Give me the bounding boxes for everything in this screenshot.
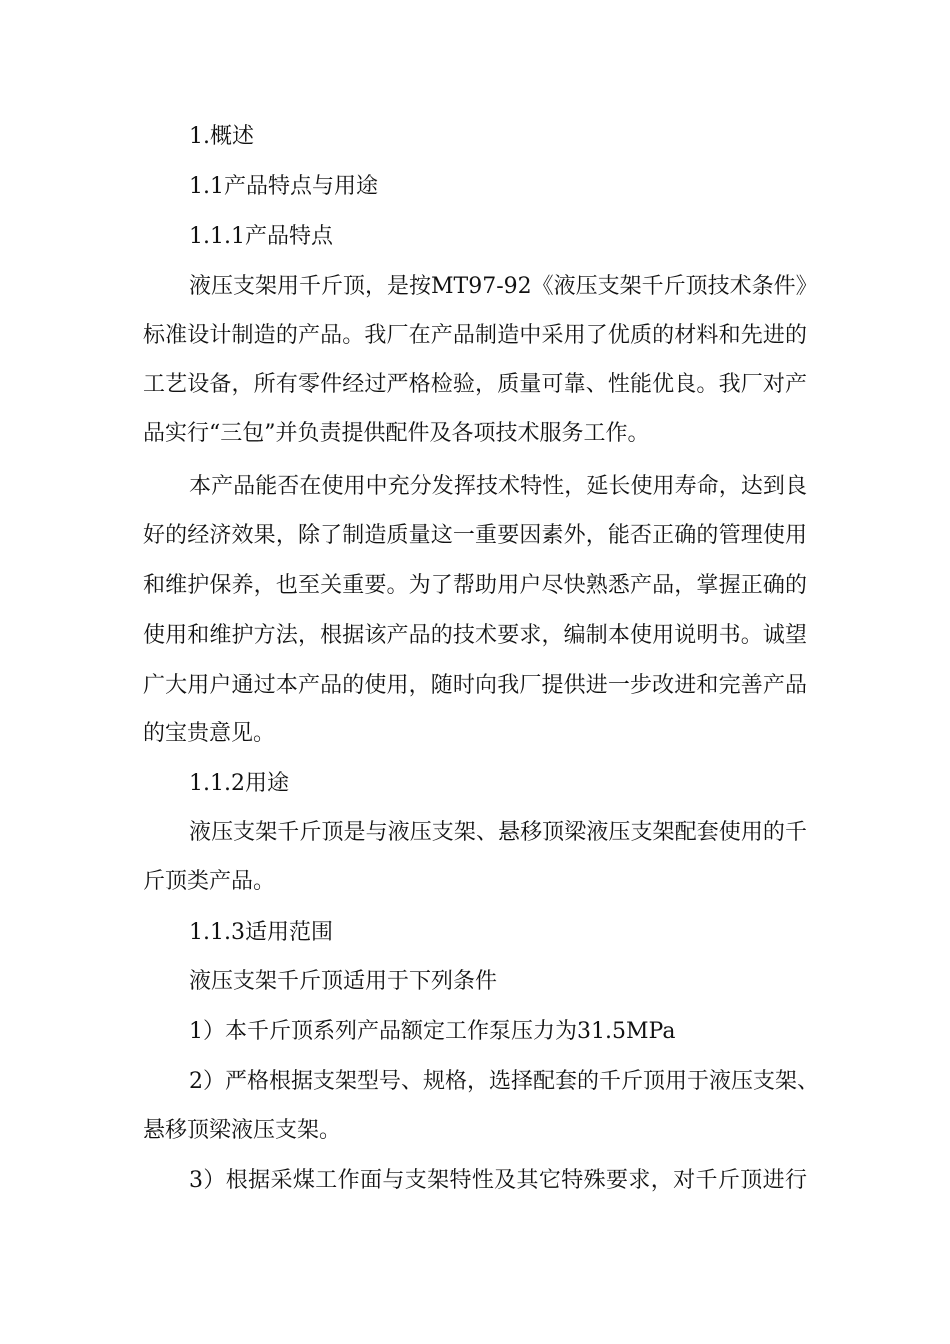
- heading-product-features: 1.1.1产品特点: [189, 224, 333, 249]
- paragraph-line: 液压支架千斤顶是与液压支架、悬移顶梁液压支架配套使用的千: [189, 820, 807, 845]
- paragraph-line: 的宝贵意见。: [143, 721, 276, 746]
- heading-overview: 1.概述: [189, 124, 254, 149]
- paragraph-line: 液压支架千斤顶适用于下列条件: [189, 969, 498, 994]
- paragraph-line: 品实行“三包”并负责提供配件及各项技术服务工作。: [143, 421, 650, 446]
- paragraph-line: 广大用户通过本产品的使用，随时向我厂提供进一步改进和完善产品: [143, 673, 807, 698]
- heading-scope: 1.1.3适用范围: [189, 920, 333, 945]
- list-item: 3）根据采煤工作面与支架特性及其它特殊要求，对千斤顶进行: [189, 1168, 807, 1193]
- list-item-continuation: 悬移顶梁液压支架。: [143, 1118, 342, 1143]
- paragraph-line: 斤顶类产品。: [143, 869, 276, 894]
- paragraph-line: 工艺设备，所有零件经过严格检验，质量可靠、性能优良。我厂对产: [143, 372, 807, 397]
- list-item: 2）严格根据支架型号、规格，选择配套的千斤顶用于液压支架、: [189, 1069, 819, 1094]
- paragraph-line: 液压支架用千斤顶，是按MT97-92《液压支架千斤顶技术条件》: [189, 274, 818, 299]
- list-item: 1）本千斤顶系列产品额定工作泵压力为31.5MPa: [189, 1019, 676, 1044]
- paragraph-line: 使用和维护方法，根据该产品的技术要求，编制本使用说明书。诚望: [143, 623, 807, 648]
- paragraph-line: 好的经济效果，除了制造质量这一重要因素外，能否正确的管理使用: [143, 523, 807, 548]
- paragraph-line: 标准设计制造的产品。我厂在产品制造中采用了优质的材料和先进的: [143, 323, 807, 348]
- paragraph-line: 和维护保养，也至关重要。为了帮助用户尽快熟悉产品，掌握正确的: [143, 573, 807, 598]
- heading-purpose: 1.1.2用途: [189, 771, 289, 796]
- paragraph-line: 本产品能否在使用中充分发挥技术特性，延长使用寿命，达到良: [189, 474, 807, 499]
- heading-features-and-usage: 1.1产品特点与用途: [189, 174, 378, 199]
